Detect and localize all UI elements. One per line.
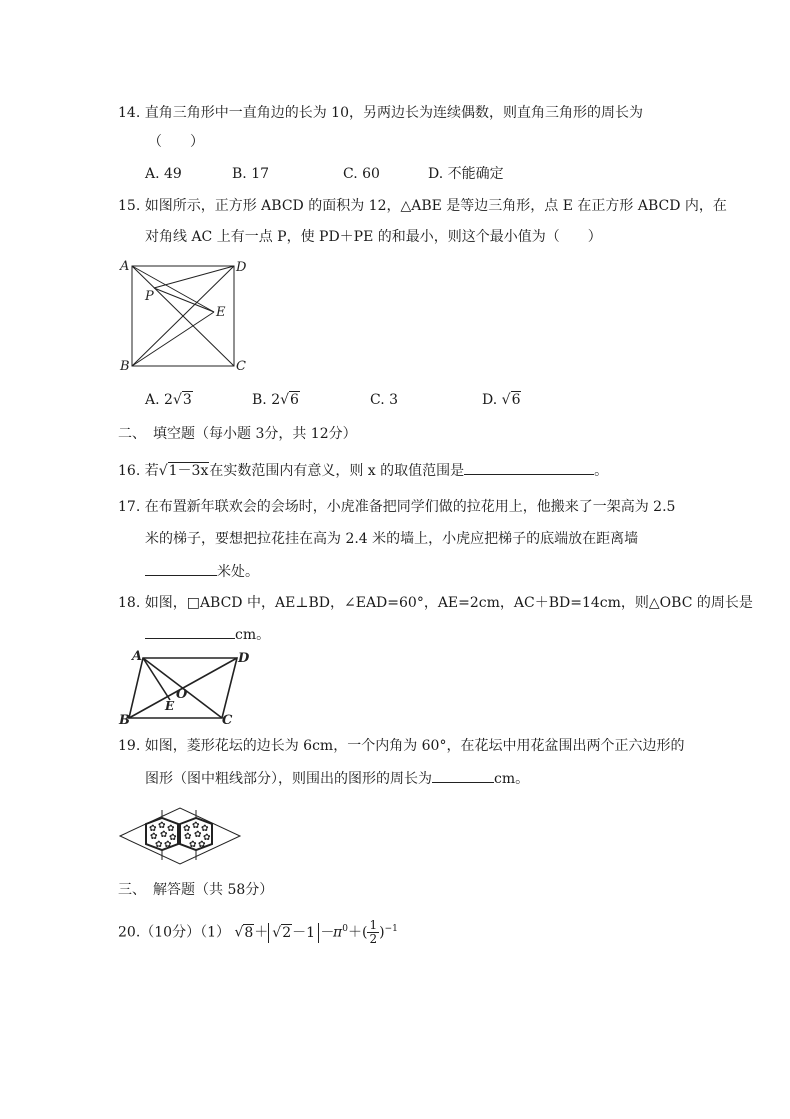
label-a: A	[120, 259, 130, 274]
svg-text:✿: ✿	[201, 824, 209, 834]
label-b: B	[120, 359, 130, 374]
segment-ae	[143, 658, 170, 700]
q18-parallelogram-figure	[116, 648, 256, 728]
q17-line1: 17. 在布置新年联欢会的会场时，小虎准备把同学们做的拉花用上，他搬来了一架高为 2.5	[118, 499, 676, 515]
section3-heading: 三、 解答题（共 58分）	[118, 882, 274, 898]
q15-line1: 15. 如图所示，正方形 ABCD 的面积为 12，△ABE 是等边三角形，点 E 在正方形 ABCD 内，在	[118, 198, 727, 214]
label-d: D	[236, 260, 247, 275]
q17-line3: 米处。	[145, 561, 259, 582]
svg-text:✿: ✿	[189, 840, 197, 850]
q14-option-c: C. 60	[343, 166, 380, 182]
label-p: P	[145, 289, 154, 304]
q14-stem: 14. 直角三角形中一直角边的长为 10，另两边长为连续偶数，则直角三角形的周长为	[118, 105, 643, 121]
svg-text:✿: ✿	[203, 833, 211, 843]
q16-line: 16. 若√1－3x在实数范围内有意义，则 x 的取值范围是 。	[118, 460, 608, 481]
q17-line2: 米的梯子，要想把拉花挂在高为 2.4 米的墙上，小虎应把梯子的底端放在距离墙	[145, 531, 639, 547]
q15-option-b: B. 2√6	[252, 392, 299, 408]
svg-text:✿: ✿	[164, 840, 172, 850]
q19-line1: 19. 如图，菱形花坛的边长为 6cm，一个内角为 60°，在花坛中用花盆围出两个正六边形的	[118, 738, 685, 754]
label-a: A	[132, 649, 143, 664]
q18-line1: 18. 如图，□ABCD 中，AE⊥BD，∠EAD=60°，AE=2cm，AC＋BD=14cm，则△OBC 的周长是	[118, 595, 753, 611]
q14-option-d: D. 不能确定	[428, 166, 504, 182]
svg-text:✿: ✿	[149, 824, 157, 834]
q15-option-a: A. 2√3	[145, 392, 192, 408]
q20-line: 20.（10分）（1） $√8+ √2-1 -\pi^0+$( $\frac{1}{2}$ )$^{-1}$	[118, 918, 398, 947]
q15-line2: 对角线 AC 上有一点 P，使 PD＋PE 的和最小，则这个最小值为（ ）	[145, 229, 602, 245]
q18-answer-blank	[145, 624, 235, 639]
svg-text:✿: ✿	[169, 833, 177, 843]
svg-text:✿: ✿	[150, 832, 158, 842]
svg-text:✿: ✿	[198, 840, 206, 850]
q14-paren: （ ）	[148, 134, 204, 150]
svg-text:✿: ✿	[194, 830, 202, 840]
q19-answer-blank	[432, 768, 494, 783]
svg-text:✿: ✿	[155, 840, 163, 850]
q15-square-figure	[118, 256, 258, 376]
label-d: D	[238, 651, 250, 666]
segment-pd	[154, 266, 234, 288]
q14-option-b: B. 17	[232, 166, 270, 182]
q19-rhombus-figure	[118, 806, 244, 872]
label-c: C	[236, 359, 246, 374]
label-e: E	[216, 305, 226, 320]
svg-text:✿: ✿	[192, 821, 200, 831]
q16-answer-blank	[464, 460, 594, 475]
q15-option-c: C. 3	[370, 392, 399, 408]
q17-answer-blank	[145, 561, 217, 576]
label-o: O	[176, 687, 188, 702]
svg-text:✿: ✿	[158, 821, 166, 831]
svg-text:✿: ✿	[167, 824, 175, 834]
q19-line2: 图形（图中粗线部分），则围出的图形的周长为 cm。	[145, 768, 529, 789]
segment-be	[132, 312, 214, 366]
q14-option-a: A. 49	[145, 166, 182, 182]
label-c: C	[222, 713, 233, 728]
svg-text:✿: ✿	[184, 832, 192, 842]
svg-text:✿: ✿	[160, 830, 168, 840]
label-b: B	[119, 713, 130, 728]
q15-option-d: D. √6	[482, 392, 521, 408]
q18-line2: cm。	[145, 624, 270, 645]
svg-text:✿: ✿	[183, 824, 191, 834]
section2-heading: 二、 填空题（每小题 3分，共 12分）	[118, 426, 357, 442]
label-e: E	[165, 699, 175, 713]
segment-pe	[154, 288, 214, 312]
